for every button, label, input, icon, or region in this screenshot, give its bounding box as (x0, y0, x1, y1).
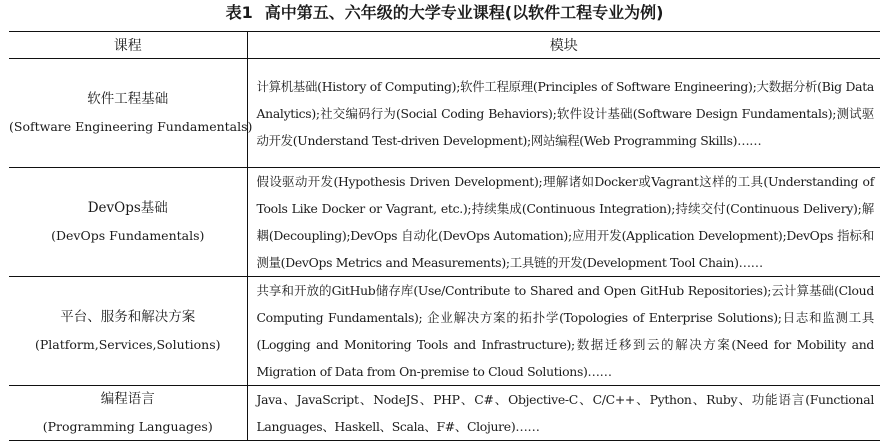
course-cell (9, 386, 247, 441)
course-cell (9, 59, 253, 168)
module-cell: 计算机基础(History of Computing);软件工程原理(Principles of Software Engineering);大数据分析(Big Data Analytics);社交编码行为(Social Coding Behaviors);软件设计基础(Software Design Fundamentals);测试驱动开发(Understand Test-driven Development);网站编程(Web Programming Skills)…… (247, 59, 880, 168)
course-name-cn: DevOps基础 (87, 200, 168, 216)
table-row (9, 277, 880, 386)
header-course: 课程 (9, 32, 247, 59)
module-cell: 共享和开放的GitHub储存库(Use/Contribute to Shared and Open GitHub Repositories);云计算基础(Cloud Computing Fundamentals); 企业解决方案的拓扑学(Topologies of Enterprise Solutions);日志和监测工具(Logging and Monitoring Tools and Infrastructure);数据迁移到云的解决方案(Need for Mobility and Migration of Data from On-premise to Cloud Solutions)…… (247, 277, 880, 386)
module-cell: 假设驱动开发(Hypothesis Driven Development);理解诸如Docker或Vagrant这样的工具(Understanding of Tools Like Docker or Vagrant, etc.);持续集成(Continuous Integration);持续交付(Continuous Delivery);解耦(Decoupling);DevOps 自动化(DevOps Automation);应用开发(Application Development);DevOps 指标和测量(DevOps Metrics and Measurements);工具链的开发(Development Tool Chain)…… (247, 168, 880, 277)
header-row (9, 32, 880, 59)
course-table (9, 31, 880, 441)
table-title: 高中第五、六年级的大学专业课程(以软件工程专业为例) (264, 3, 664, 22)
table-row (9, 168, 880, 277)
course-name-en: (Programming Languages) (42, 419, 213, 434)
course-name-cn: 编程语言 (100, 391, 155, 407)
header-module: 模块 (247, 32, 880, 59)
course-name-cn: 软件工程基础 (87, 91, 169, 107)
course-name-en: (Software Engineering Fundamentals) (9, 119, 253, 134)
course-cell (9, 168, 247, 277)
course-name-en: (DevOps Fundamentals) (51, 228, 205, 243)
table-row (9, 59, 880, 168)
course-cell (9, 277, 247, 386)
table-row (9, 386, 880, 441)
table-caption (0, 0, 889, 30)
course-name-cn: 平台、服务和解决方案 (60, 309, 196, 325)
table-number: 表1 (225, 3, 253, 22)
module-cell: Java、JavaScript、NodeJS、PHP、C#、Objective-C、C/C++、Python、Ruby、功能语言(Functional Languages、Haskell、Scala、F#、Clojure)…… (247, 386, 880, 441)
course-name-en: (Platform,Services,Solutions) (34, 337, 221, 352)
